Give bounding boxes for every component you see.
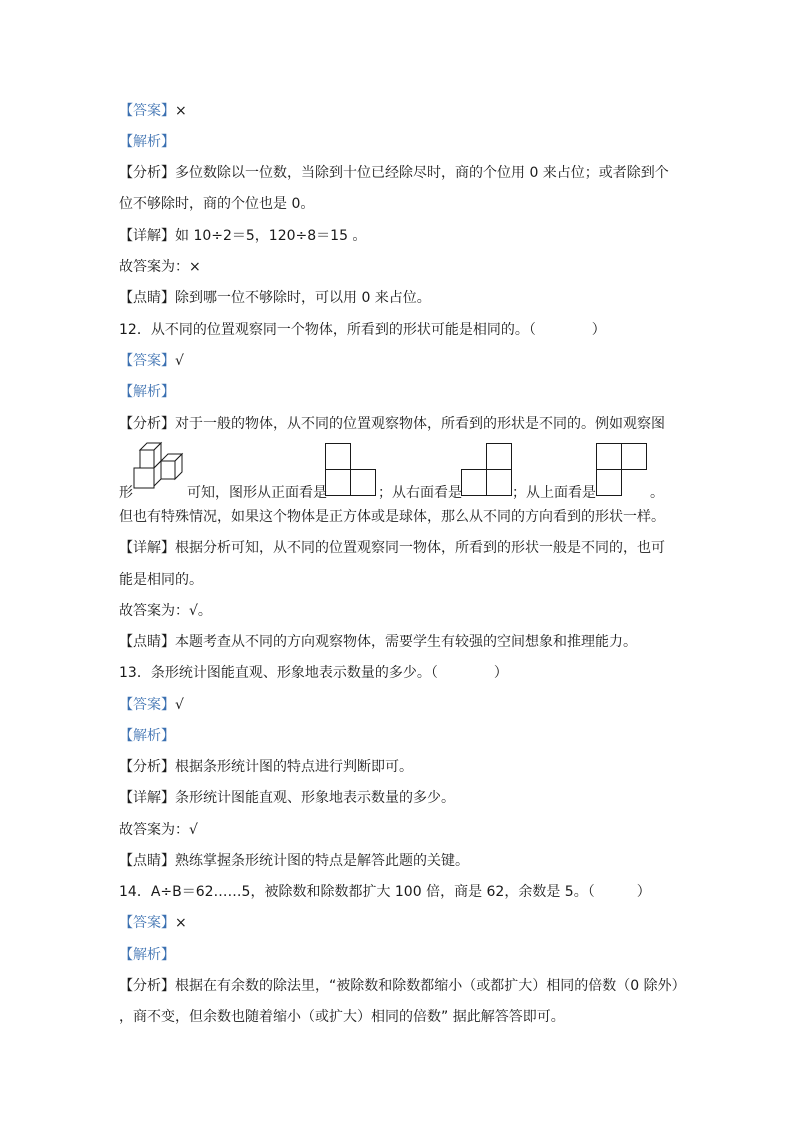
q11-fenxi-line-2 bbox=[119, 194, 314, 216]
right-view-figure bbox=[461, 443, 513, 497]
cube-stack-figure bbox=[133, 441, 187, 497]
q13-question: 13．条形统计图能直观、形象地表示数量的多少。（ ） bbox=[119, 665, 508, 681]
fenxi-tag: 【分析】 bbox=[119, 165, 175, 181]
q11-conclusion: 故答案为：× bbox=[119, 259, 201, 275]
fenxi-text: 位不够除时，商的个位也是 0。 bbox=[119, 196, 315, 212]
q14-question: 14．A÷B＝62……5，被除数和除数都扩大 100 倍，商是 62，余数是 5。（ ） bbox=[119, 884, 651, 900]
dianjing-tag: 【点睛】 bbox=[119, 290, 175, 306]
fenxi-text: 根据在有余数的除法里，“被除数和除数都缩小（或都扩大）相同的倍数（0 除外） bbox=[175, 978, 686, 994]
dianjing-tag: 【点睛】 bbox=[119, 634, 175, 650]
fig-text-a: 形 bbox=[119, 485, 133, 501]
q11-xiangjie-line bbox=[119, 226, 366, 248]
q14-fenxi-line-1 bbox=[119, 976, 686, 998]
xiangjie-tag: 【详解】 bbox=[119, 228, 175, 244]
q11-dianjing-line bbox=[119, 288, 431, 310]
fenxi-tag: 【分析】 bbox=[119, 978, 175, 994]
answer-mark: × bbox=[175, 915, 187, 931]
fenxi-tag: 【分析】 bbox=[119, 416, 175, 432]
fenxi-tag: 【分析】 bbox=[119, 759, 175, 775]
q12-question: 12．从不同的位置观察同一个物体，所看到的形状可能是相同的。（ ） bbox=[119, 322, 606, 338]
fig-text-b: 可知，图形从正面看是 bbox=[187, 485, 327, 501]
fenxi-text: 多位数除以一位数，当除到十位已经除尽时，商的个位用 0 来占位；或者除到个 bbox=[175, 165, 669, 181]
analysis-tag: 【解析】 bbox=[119, 728, 175, 744]
q14-analysis-line bbox=[119, 945, 175, 967]
xiangjie-text: 条形统计图能直观、形象地表示数量的多少。 bbox=[175, 790, 455, 806]
q12-fenxi-line-1 bbox=[119, 414, 665, 436]
q13-xiangjie-line bbox=[119, 788, 455, 810]
xiangjie-tag: 【详解】 bbox=[119, 540, 175, 556]
xiangjie-tag: 【详解】 bbox=[119, 790, 175, 806]
q12-xiangjie-line-1 bbox=[119, 538, 665, 560]
fenxi-text: 对于一般的物体，从不同的位置观察物体，所看到的形状是不同的。例如观察图 bbox=[175, 416, 665, 432]
q12-dianjing-line bbox=[119, 632, 637, 654]
q14-fenxi-line-2: ，商不变，但余数也随着缩小（或扩大）相同的倍数” 据此解答答即可。 bbox=[119, 1009, 565, 1025]
answer-mark: × bbox=[175, 103, 187, 119]
q13-answer-line bbox=[119, 695, 184, 717]
q13-conclusion: 故答案为：√ bbox=[119, 822, 198, 838]
q14-answer-line bbox=[119, 913, 187, 935]
fig-text-d: ；从上面看是 bbox=[512, 485, 596, 501]
fig-text-c: ；从右面看是 bbox=[378, 485, 462, 501]
answer-tag: 【答案】 bbox=[119, 697, 175, 713]
q12-answer-line bbox=[119, 351, 184, 373]
xiangjie-text: 根据分析可知，从不同的位置观察同一物体，所看到的形状一般是不同的，也可 bbox=[175, 540, 665, 556]
q13-fenxi-line bbox=[119, 757, 413, 779]
fig-text-e: 。 bbox=[650, 485, 664, 501]
xiangjie-text: 如 10÷2＝5，120÷8＝15 。 bbox=[175, 228, 367, 244]
dianjing-text: 熟练掌握条形统计图的特点是解答此题的关键。 bbox=[175, 853, 469, 869]
answer-tag: 【答案】 bbox=[119, 103, 175, 119]
dianjing-tag: 【点睛】 bbox=[119, 853, 175, 869]
answer-tag: 【答案】 bbox=[119, 915, 175, 931]
front-view-figure bbox=[325, 443, 377, 497]
q11-fenxi-line-1 bbox=[119, 163, 669, 185]
fenxi-text: 根据条形统计图的特点进行判断即可。 bbox=[175, 759, 413, 775]
q13-dianjing-line bbox=[119, 851, 469, 873]
q11-answer-line bbox=[119, 101, 187, 123]
analysis-tag: 【解析】 bbox=[119, 384, 175, 400]
q12-xiangjie-line-2: 能是相同的。 bbox=[119, 572, 203, 588]
top-view-figure bbox=[596, 443, 648, 497]
answer-tag: 【答案】 bbox=[119, 353, 175, 369]
dianjing-text: 除到哪一位不够除时，可以用 0 来占位。 bbox=[175, 290, 431, 306]
q12-fenxi-line-3: 但也有特殊情况，如果这个物体是正方体或是球体，那么从不同的方向看到的形状一样。 bbox=[119, 509, 665, 525]
answer-mark: √ bbox=[175, 697, 184, 713]
analysis-tag: 【解析】 bbox=[119, 947, 175, 963]
q12-conclusion: 故答案为：√。 bbox=[119, 603, 212, 619]
analysis-tag: 【解析】 bbox=[119, 134, 175, 150]
q13-analysis-line bbox=[119, 726, 175, 748]
q11-analysis-line bbox=[119, 132, 175, 154]
dianjing-text: 本题考查从不同的方向观察物体，需要学生有较强的空间想象和推理能力。 bbox=[175, 634, 637, 650]
answer-mark: √ bbox=[175, 353, 184, 369]
q12-analysis-line bbox=[119, 382, 175, 404]
